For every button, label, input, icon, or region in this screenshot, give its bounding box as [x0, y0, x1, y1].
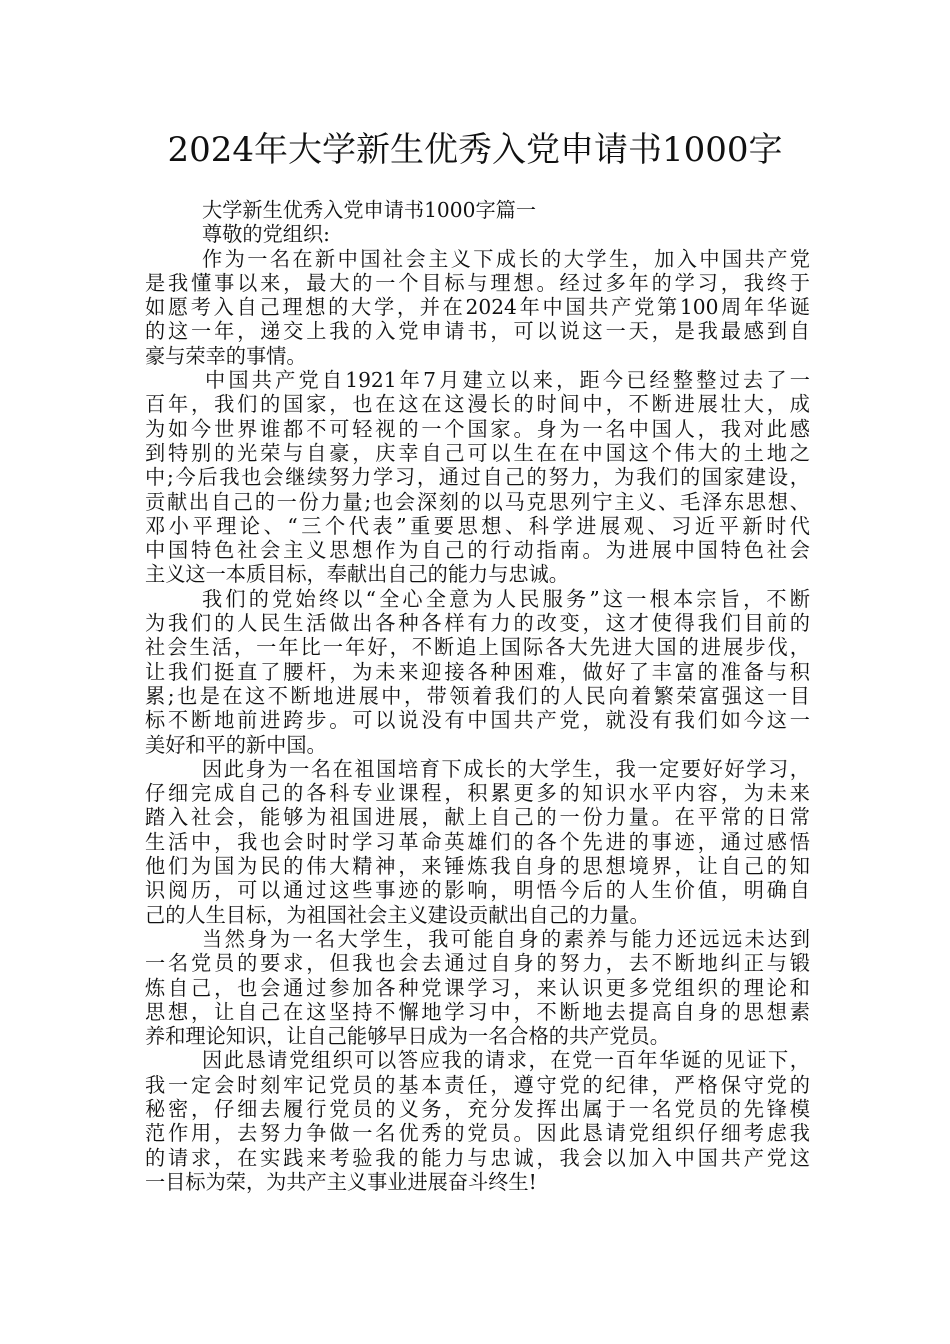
text-line: 累;也是在这不断地进展中，带领着我们的人民向着繁荣富强这一目	[145, 683, 810, 708]
text-line: 中国共产党自1921年7月建立以来，距今已经整整过去了一	[205, 368, 810, 393]
text-line: 一名党员的要求，但我也会去通过自身的努力，去不断地纠正与锻	[145, 951, 810, 976]
text-line: 因此身为一名在祖国培育下成长的大学生，我一定要好好学习，	[202, 756, 810, 781]
text-line: 当然身为一名大学生，我可能自身的素养与能力还远远未达到	[202, 926, 810, 951]
text-line: 踏入社会，能够为祖国进展，献上自己的一份力量。在平常的日常	[145, 805, 810, 830]
text-line: 己的人生目标，为祖国社会主义建设贡献出自己的力量。	[145, 902, 650, 927]
text-line: 因此恳请党组织可以答应我的请求，在党一百年华诞的见证下，	[202, 1048, 810, 1073]
text-line: 百年，我们的国家，也在这在这漫长的时间中，不断进展壮大，成	[145, 392, 810, 417]
text-line: 我一定会时刻牢记党员的基本责任，遵守党的纪律，严格保守党的	[145, 1072, 810, 1097]
text-line: 范作用，去努力争做一名优秀的党员。因此恳请党组织仔细考虑我	[145, 1121, 810, 1146]
text-line: 我们的党始终以“全心全意为人民服务”这一根本宗旨，不断	[202, 586, 810, 611]
text-line: 尊敬的党组织:	[202, 222, 330, 247]
text-line: 炼自己，也会通过参加各种党课学习，来认识更多党组织的理论和	[145, 975, 810, 1000]
document-body	[145, 198, 810, 1194]
text-line: 思想，让自己在这坚持不懈地学习中，不断地去提高自身的思想素	[145, 999, 810, 1024]
text-line: 生活中，我也会时时学习革命英雄们的各个先进的事迹，通过感悟	[145, 829, 810, 854]
text-line: 作为一名在新中国社会主义下成长的大学生，加入中国共产党	[202, 246, 810, 271]
text-line: 美好和平的新中国。	[145, 732, 327, 757]
text-line: 豪与荣幸的事情。	[145, 343, 307, 368]
text-line: 邓小平理论、“三个代表”重要思想、科学进展观、习近平新时代	[145, 513, 810, 538]
text-line: 识阅历，可以通过这些事迹的影响，明悟今后的人生价值，明确自	[145, 878, 810, 903]
text-line: 他们为国为民的伟大精神，来锤炼我自身的思想境界，让自己的知	[145, 854, 810, 879]
text-line: 主义这一本质目标，奉献出自己的能力与忠诚。	[145, 562, 569, 587]
text-line: 大学新生优秀入党申请书1000字篇一	[202, 198, 537, 222]
text-line: 仔细完成自己的各科专业课程，积累更多的知识水平内容，为未来	[145, 781, 810, 806]
text-line: 一目标为荣，为共产主义事业进展奋斗终生!	[145, 1169, 537, 1194]
text-line: 让我们挺直了腰杆，为未来迎接各种困难，做好了丰富的准备与积	[145, 659, 810, 684]
text-line: 为我们的人民生活做出各种各样有力的改变，这才使得我们目前的	[145, 611, 810, 636]
text-line: 养和理论知识，让自己能够早日成为一名合格的共产党员。	[145, 1024, 670, 1049]
document-title: 2024年大学新生优秀入党申请书1000字	[167, 130, 783, 170]
text-line: 的请求，在实践来考验我的能力与忠诚，我会以加入中国共产党这	[145, 1145, 810, 1170]
text-line: 中;今后我也会继续努力学习，通过自己的努力，为我们的国家建设，	[145, 465, 810, 490]
text-line: 到特别的光荣与自豪，庆幸自己可以生在在中国这个伟大的土地之	[145, 440, 810, 465]
text-line: 中国特色社会主义思想作为自己的行动指南。为进展中国特色社会	[145, 538, 810, 563]
text-line: 贡献出自己的一份力量;也会深刻的以马克思列宁主义、毛泽东思想、	[145, 489, 810, 514]
text-line: 标不断地前进跨步。可以说没有中国共产党，就没有我们如今这一	[145, 708, 810, 733]
text-line: 秘密，仔细去履行党员的义务，充分发挥出属于一名党员的先锋模	[145, 1096, 810, 1121]
text-line: 为如今世界谁都不可轻视的一个国家。身为一名中国人，我对此感	[145, 416, 810, 441]
text-line: 社会生活，一年比一年好，不断追上国际各大先进大国的进展步伐，	[145, 635, 810, 660]
text-line: 是我懂事以来，最大的一个目标与理想。经过多年的学习，我终于	[145, 270, 810, 295]
text-line: 的这一年，递交上我的入党申请书，可以说这一天，是我最感到自	[145, 319, 810, 344]
text-line: 如愿考入自己理想的大学，并在2024年中国共产党第100周年华诞	[145, 295, 810, 320]
